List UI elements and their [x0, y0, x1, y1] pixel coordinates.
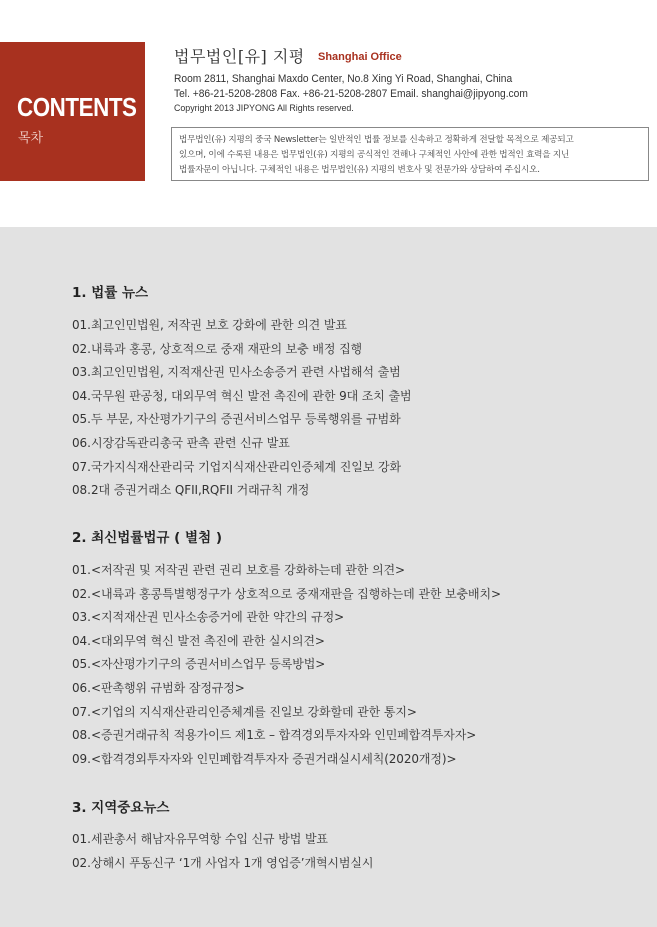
item-text: <저작권 및 저작권 관련 권리 보호를 강화하는데 관한 의견>	[91, 563, 405, 577]
item-number: 01.	[72, 563, 91, 577]
contents-banner	[0, 42, 145, 181]
item-number: 06.	[72, 681, 91, 695]
list-item[interactable]	[72, 750, 456, 767]
item-text: <증권거래규칙 적용가이드 제1호 – 합격경외투자자와 인민페합격투자자>	[91, 728, 477, 743]
item-text: 국무원 판공청, 대외무역 혁신 발전 촉진에 관한 9대 조치 출범	[91, 388, 412, 403]
item-number: 03.	[72, 610, 91, 625]
list-item[interactable]	[72, 481, 309, 498]
item-text: 최고인민법원, 저작권 보호 강화에 관한 의견 발표	[91, 318, 347, 332]
item-text: 두 부문, 자산평가기구의 증권서비스업무 등록행위를 규범화	[91, 412, 401, 427]
list-item[interactable]	[72, 703, 417, 720]
item-number: 07.	[72, 459, 91, 474]
list-item[interactable]	[72, 458, 401, 475]
item-number: 01.	[72, 832, 91, 846]
disclaimer-line: 법률자문이 아닙니다. 구체적인 내용은 법무법인(유) 지평의 변호사 및 전문가와 상담하여 주십시오.	[179, 165, 540, 175]
item-number: 04.	[72, 388, 91, 403]
item-text: <지적재산권 민사소송증거에 관한 약간의 규정>	[91, 610, 345, 625]
item-number: 01.	[72, 318, 91, 332]
item-text: 시장감독관리총국 판촉 관련 신규 발표	[91, 436, 290, 450]
item-text: <판촉행위 규범화 잠정규정>	[91, 681, 245, 695]
address: Room 2811, Shanghai Maxdo Center, No.8 Xing Yi Road, Shanghai, China	[174, 73, 513, 85]
list-item[interactable]	[72, 854, 373, 871]
list-item[interactable]	[72, 316, 347, 333]
list-item[interactable]	[72, 726, 476, 743]
item-number: 09.	[72, 751, 91, 766]
item-number: 05.	[72, 657, 91, 672]
list-item[interactable]	[72, 387, 412, 404]
item-number: 04.	[72, 633, 91, 648]
item-text: 세관총서 해남자유무역항 수입 신규 방법 발표	[91, 832, 328, 846]
section-title: 1. 법률 뉴스	[72, 285, 149, 301]
disclaimer-box	[171, 127, 649, 181]
list-item[interactable]	[72, 340, 362, 357]
firm-name: 법무법인[유] 지평	[174, 47, 305, 66]
list-item[interactable]	[72, 585, 501, 602]
list-item[interactable]	[72, 830, 328, 847]
list-item[interactable]	[72, 608, 344, 625]
list-item[interactable]	[72, 655, 325, 672]
item-number: 05.	[72, 412, 91, 427]
copyright: Copyright 2013 JIPYONG All Rights reserved.	[174, 103, 354, 114]
item-number: 08.	[72, 728, 91, 743]
item-number: 08.	[72, 483, 91, 498]
contents-title: CONTENTS	[17, 92, 137, 122]
disclaimer-line: 법무법인(유) 지평의 중국 Newsletter는 일반적인 법률 정보를 신속하고 정확하게 전달할 목적으로 제공되고	[179, 135, 574, 145]
section-title: 2. 최신법률법규 ( 별첨 )	[72, 530, 222, 546]
item-number: 07.	[72, 704, 91, 719]
list-item[interactable]	[72, 679, 245, 696]
list-item[interactable]	[72, 410, 401, 427]
item-number: 02.	[72, 855, 91, 870]
office-name: Shanghai Office	[318, 51, 402, 63]
disclaimer-line: 있으며, 이에 수록된 내용은 법무법인(유) 지평의 공식적인 견해나 구체적인 사안에 관한 법적인 효력을 지닌	[179, 150, 570, 160]
item-text: 2대 증권거래소 QFII,RQFII 거래규칙 개정	[91, 483, 310, 498]
item-text: 국가지식재산관리국 기업지식재산관리인증체계 진일보 강화	[91, 459, 401, 474]
item-number: 06.	[72, 436, 91, 450]
header	[0, 0, 657, 227]
item-number: 02.	[72, 341, 91, 356]
section-title: 3. 지역중요뉴스	[72, 800, 170, 816]
list-item[interactable]	[72, 363, 401, 380]
item-number: 02.	[72, 586, 91, 601]
contents-subtitle: 목차	[18, 131, 44, 146]
item-text: 상해시 푸동신구 ‘1개 사업자 1개 영업증’개혁시범실시	[91, 855, 374, 870]
list-item[interactable]	[72, 561, 405, 578]
list-item[interactable]	[72, 632, 325, 649]
item-number: 03.	[72, 365, 91, 380]
item-text: 최고인민법원, 지적재산권 민사소송증거 관련 사법해석 출범	[91, 365, 401, 380]
contact-info: Tel. +86-21-5208-2808 Fax. +86-21-5208-2807 Email. shanghai@jipyong.com	[174, 88, 528, 100]
item-text: 내륙과 홍콩, 상호적으로 중재 재판의 보충 배정 집행	[91, 341, 363, 356]
item-text: <대외무역 혁신 발전 촉진에 관한 실시의견>	[91, 633, 325, 648]
item-text: <기업의 지식재산관리인증체계를 진일보 강화할데 관한 통지>	[91, 704, 417, 719]
item-text: <내륙과 홍콩특별행정구가 상호적으로 중재재판을 집행하는데 관한 보충배치>	[91, 586, 501, 601]
item-text: <자산평가기구의 증권서비스업무 등록방법>	[91, 657, 326, 672]
list-item[interactable]	[72, 434, 290, 451]
item-text: <합격경외투자자와 인민폐합격투자자 증권거래실시세칙(2020개정)>	[91, 751, 457, 766]
